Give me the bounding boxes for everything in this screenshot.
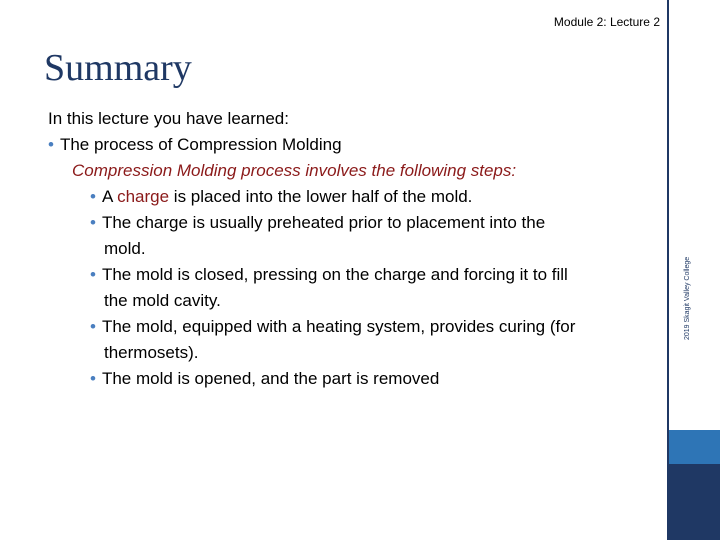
step-3-cont: the mold cavity. [104, 291, 221, 310]
bullet-icon: • [90, 213, 96, 232]
slide-body [48, 106, 648, 392]
step-1-rest: is placed into the lower half of the mold. [169, 187, 473, 206]
bullet-icon: • [90, 317, 96, 336]
step-3 [48, 262, 648, 288]
bullet-main-text: The process of Compression Molding [59, 135, 342, 154]
step-1-prefix: A [101, 187, 118, 206]
bullet-icon: • [90, 265, 96, 284]
step-5 [48, 366, 648, 392]
subheading [48, 158, 648, 184]
step-2 [48, 210, 648, 236]
step-1 [48, 184, 648, 210]
step-1-highlight: charge [117, 187, 170, 206]
step-2-cont: mold. [104, 239, 146, 258]
sidebar-light-block [669, 430, 720, 464]
intro-line: In this lecture you have learned: [48, 109, 289, 128]
step-4-cont: thermosets). [104, 343, 199, 362]
step-2-line1: The charge is usually preheated prior to placement into the [101, 213, 546, 232]
bullet-icon: • [90, 187, 96, 206]
step-5-line1: The mold is opened, and the part is removed [101, 369, 440, 388]
step-3-line1: The mold is closed, pressing on the charge and forcing it to fill [101, 265, 568, 284]
bullet-icon: • [90, 369, 96, 388]
slide-title: Summary [44, 47, 192, 89]
bullet-icon: • [48, 135, 54, 154]
module-label: Module 2: Lecture 2 [553, 15, 660, 29]
step-4-line1: The mold, equipped with a heating system, provides curing (for [101, 317, 576, 336]
sidebar-credit: 2019 Skagit Valley College [684, 256, 691, 340]
bullet-main [48, 132, 648, 158]
step-4 [48, 314, 648, 340]
subheading-text: Compression Molding process involves the following steps: [72, 161, 517, 180]
